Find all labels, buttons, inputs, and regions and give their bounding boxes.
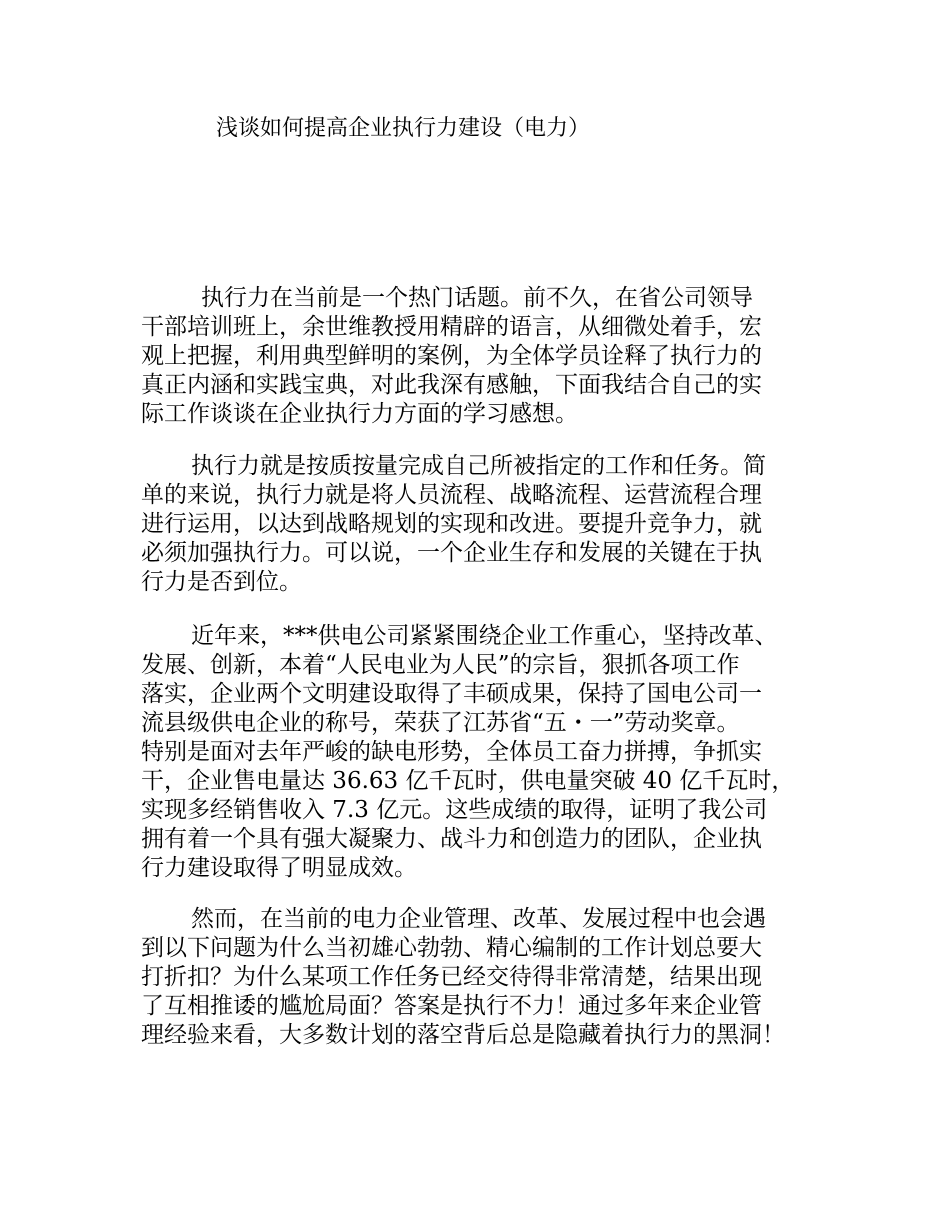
paragraph-line: 执行力就是按质按量完成自己所被指定的工作和任务。简 bbox=[191, 453, 766, 479]
paragraph-line: 到以下问题为什么当初雄心勃勃、精心编制的工作计划总要大 bbox=[141, 935, 762, 961]
paragraph-line: 真正内涵和实践宝典，对此我深有感触，下面我结合自己的实 bbox=[141, 372, 762, 398]
paragraph-achievements bbox=[141, 622, 831, 883]
paragraph-line: 干部培训班上，余世维教授用精辟的语言，从细微处着手，宏 bbox=[141, 314, 762, 340]
paragraph-line: 了互相推诿的尴尬局面？答案是执行不力！通过多年来企业管 bbox=[141, 993, 762, 1019]
paragraph-problems bbox=[141, 905, 831, 1050]
paragraph-line: 行力是否到位。 bbox=[141, 569, 302, 595]
paragraph-line: 行力建设取得了明显成效。 bbox=[141, 855, 417, 881]
paragraph-line: 落实，企业两个文明建设取得了丰硕成果，保持了国电公司一 bbox=[141, 681, 762, 707]
paragraph-line: 单的来说，执行力就是将人员流程、战略流程、运营流程合理 bbox=[141, 482, 762, 508]
paragraph-line: 进行运用，以达到战略规划的实现和改进。要提升竞争力，就 bbox=[141, 511, 762, 537]
paragraph-line: 发展、创新，本着“人民电业为人民”的宗旨，狠抓各项工作 bbox=[141, 652, 740, 678]
paragraph-line: 观上把握，利用典型鲜明的案例，为全体学员诠释了执行力的 bbox=[141, 343, 762, 369]
paragraph-line: 打折扣？为什么某项工作任务已经交待得非常清楚，结果出现 bbox=[141, 964, 762, 990]
paragraph-line: 干，企业售电量达 36.63 亿千瓦时，供电量突破 40 亿千瓦时， bbox=[141, 768, 795, 794]
paragraph-line: 际工作谈谈在企业执行力方面的学习感想。 bbox=[141, 401, 578, 427]
paragraph-line: 近年来，***供电公司紧紧围绕企业工作重心，坚持改革、 bbox=[191, 623, 778, 649]
paragraph-line: 拥有着一个具有强大凝聚力、战斗力和创造力的团队，企业执 bbox=[141, 826, 762, 852]
paragraph-line: 执行力在当前是一个热门话题。前不久，在省公司领导 bbox=[201, 285, 753, 311]
paragraph-line: 然而，在当前的电力企业管理、改革、发展过程中也会遇 bbox=[191, 906, 766, 932]
paragraph-definition bbox=[141, 452, 831, 597]
paragraph-line: 理经验来看，大多数计划的落空背后总是隐藏着执行力的黑洞！ bbox=[141, 1022, 785, 1048]
paragraph-line: 必须加强执行力。可以说，一个企业生存和发展的关键在于执 bbox=[141, 540, 762, 566]
paragraph-line: 流县级供电企业的称号，荣获了江苏省“五・一”劳动奖章。 bbox=[141, 710, 740, 736]
paragraph-line: 实现多经销售收入 7.3 亿元。这些成绩的取得，证明了我公司 bbox=[141, 797, 768, 823]
paragraph-line: 特别是面对去年严峻的缺电形势，全体员工奋力拼搏，争抓实 bbox=[141, 739, 762, 765]
paragraph-intro bbox=[141, 284, 831, 429]
document-title: 浅谈如何提高企业执行力建设（电力） bbox=[216, 116, 591, 141]
